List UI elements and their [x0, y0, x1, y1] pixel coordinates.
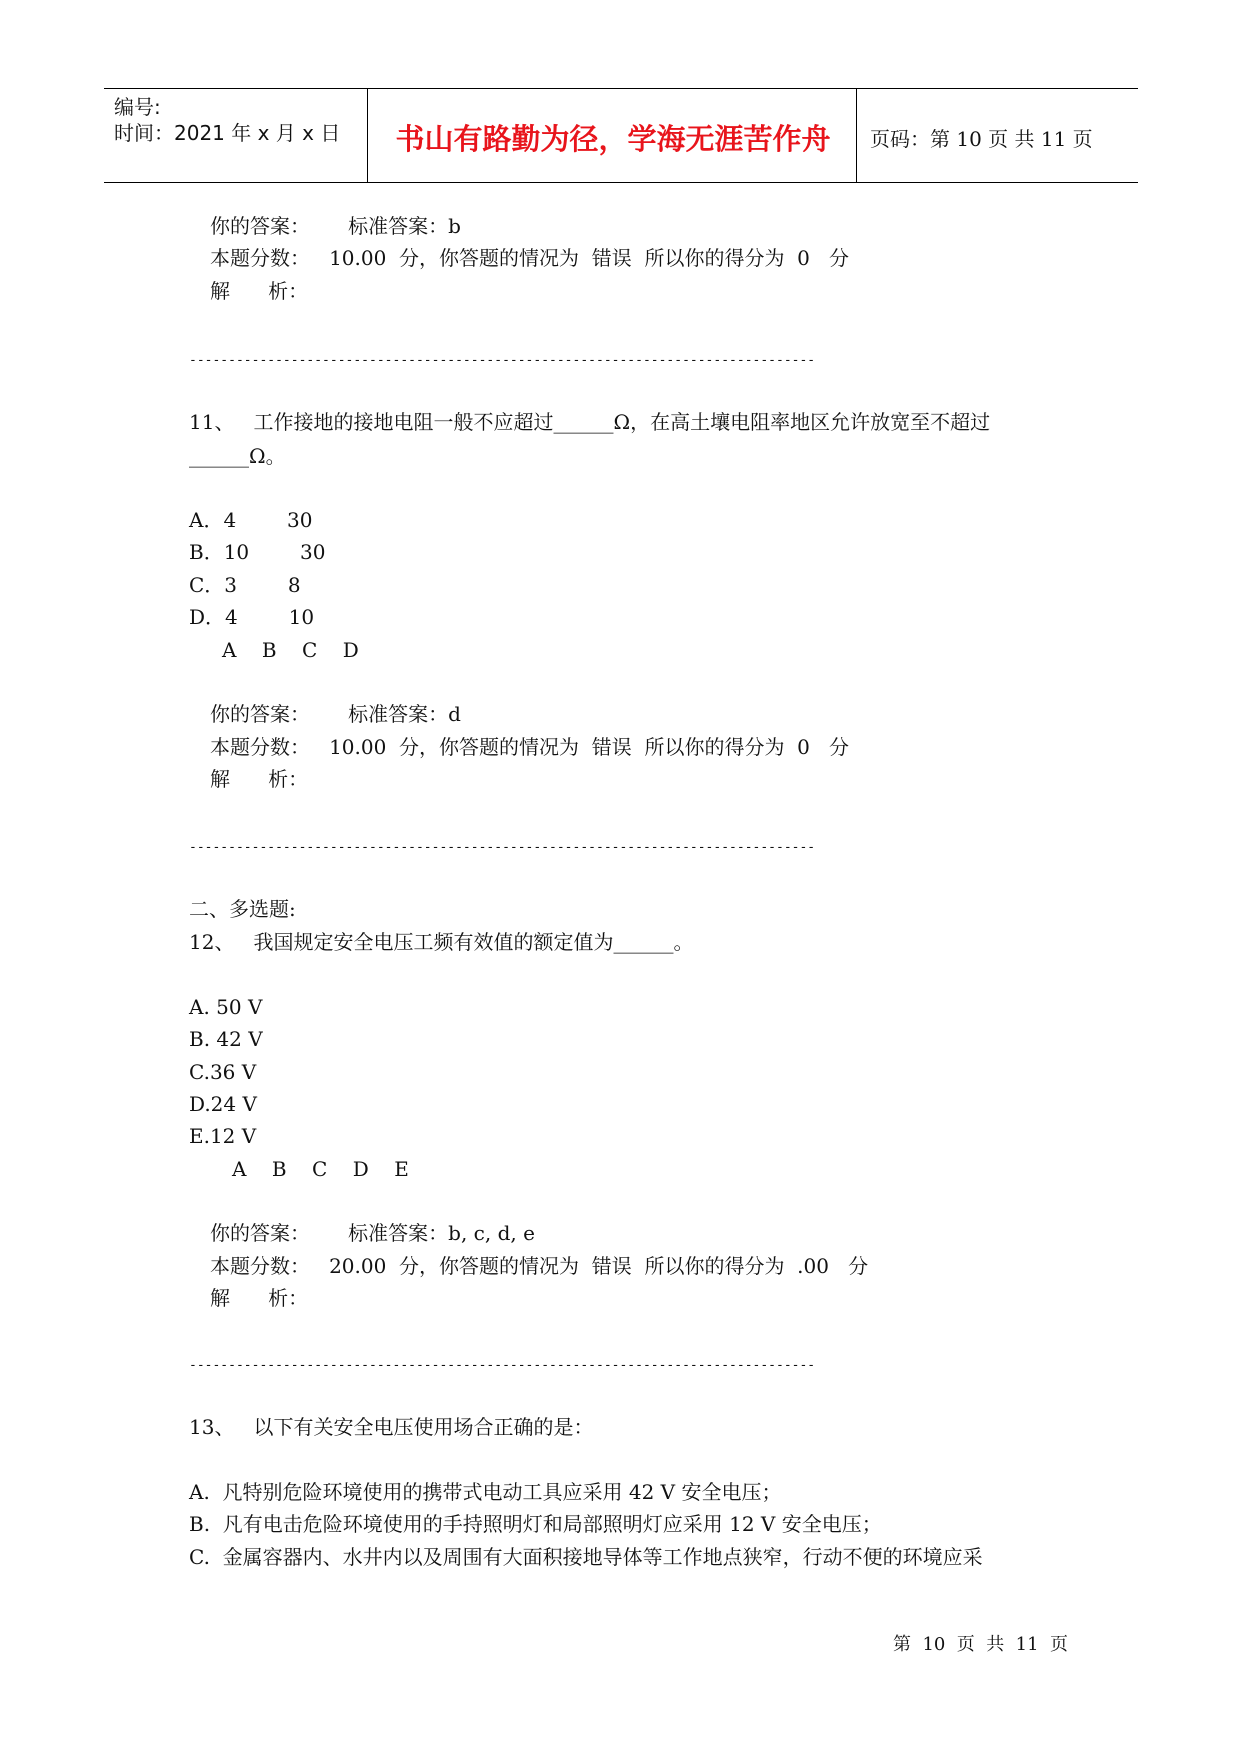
q13-option-c: C. 金属容器内、水井内以及周围有大面积接地导体等工作地点狭窄，行动不便的环境应采 [189, 1545, 983, 1569]
q11-score-line: 本题分数： 10.00 分，你答题的情况为 错误 所以你的得分为 0 分 [210, 735, 849, 759]
q12-score-line: 本题分数： 20.00 分，你答题的情况为 错误 所以你的得分为 .00 分 [210, 1254, 869, 1278]
header-divider [367, 89, 368, 182]
q11-option-d: D．4 10 [189, 605, 315, 629]
q11-stem-line1: 11、 工作接地的接地电阻一般不应超过______Ω，在高土壤电阻率地区允许放宽至不超过 [189, 410, 991, 434]
number-label: 编号: [114, 95, 161, 119]
q11-answer-line: 你的答案： 标准答案：d [210, 702, 461, 726]
q11-option-c: C．3 8 [189, 573, 301, 597]
q12-answer-line: 你的答案： 标准答案：b, c, d, e [210, 1221, 535, 1245]
q10-answer-line: 你的答案： 标准答案：b [210, 214, 461, 238]
page-header [104, 88, 1138, 183]
header-divider [856, 89, 857, 182]
q12-choices[interactable]: A B C D E [232, 1157, 409, 1181]
q12-option-c: C.36 V [189, 1060, 257, 1084]
header-motto: 书山有路勤为径，学海无涯苦作舟 [395, 122, 831, 156]
q12-option-e: E.12 V [189, 1124, 257, 1148]
q12-option-a: A. 50 V [189, 995, 263, 1019]
separator: -------------------------------------------------------------------------------- [189, 353, 816, 368]
q10-analysis-line: 解 析： [210, 279, 309, 303]
q11-analysis-line: 解 析： [210, 767, 309, 791]
q13-option-b: B. 凡有电击危险环境使用的手持照明灯和局部照明灯应采用 12 V 安全电压； [189, 1512, 882, 1536]
q10-score-line: 本题分数： 10.00 分，你答题的情况为 错误 所以你的得分为 0 分 [210, 246, 849, 270]
q13-stem: 13、 以下有关安全电压使用场合正确的是： [189, 1415, 594, 1439]
header-page-info: 页码：第 10 页 共 11 页 [870, 127, 1093, 151]
time-label: 时间：2021 年 x 月 x 日 [114, 121, 341, 145]
q11-option-a: A．4 30 [189, 508, 313, 532]
header-left [114, 94, 340, 146]
q11-choices[interactable]: A B C D [222, 638, 359, 662]
q12-option-b: B. 42 V [189, 1027, 263, 1051]
q11-stem-line2: ______Ω。 [189, 444, 286, 468]
q11-option-b: B．10 30 [189, 540, 326, 564]
q12-analysis-line: 解 析： [210, 1286, 309, 1310]
section-title: 二、多选题: [189, 897, 296, 921]
separator: -------------------------------------------------------------------------------- [189, 1358, 816, 1373]
q12-stem: 12、 我国规定安全电压工频有效值的额定值为______。 [189, 930, 694, 954]
separator: -------------------------------------------------------------------------------- [189, 840, 816, 855]
page-footer: 第 10 页 共 11 页 [893, 1634, 1069, 1655]
q13-option-a: A. 凡特别危险环境使用的携带式电动工具应采用 42 V 安全电压； [189, 1480, 782, 1504]
q12-option-d: D.24 V [189, 1092, 257, 1116]
